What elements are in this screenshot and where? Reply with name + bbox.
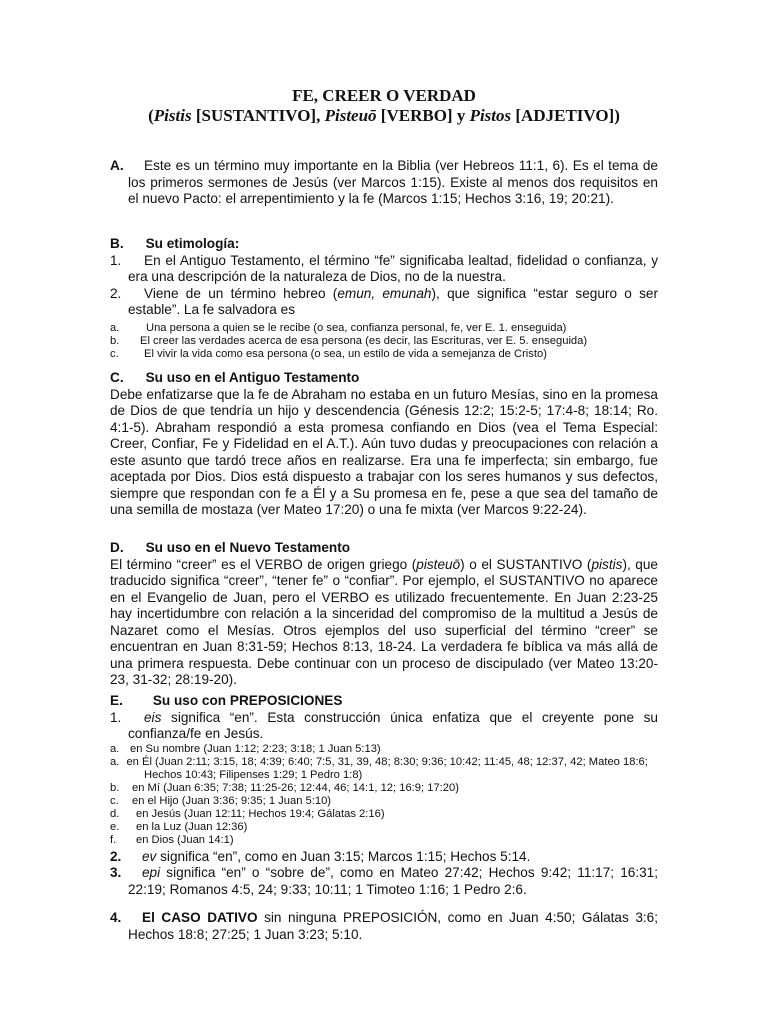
section-a-marker: A. — [110, 158, 124, 173]
section-a-paragraph — [110, 158, 658, 208]
section-c — [110, 370, 658, 519]
section-e-list — [110, 743, 658, 847]
list-item: f. en Dios (Juan 14:1) — [110, 833, 234, 846]
section-b-heading: B. Su etimología: — [110, 236, 240, 251]
section-e — [110, 693, 658, 943]
list-item: b. El creer las verdades acerca de esa persona (es decir, las Escrituras, ver E. 5. enseguida) — [110, 334, 588, 347]
section-a-text: Este es un término muy importante en la Biblia (ver Hebreos 11:1, 6). Es el tema de los primeros sermones de Jesús (ver Marcos 1:15). Existe al menos dos requisitos en el nuevo Pacto: el arrepentimiento y la fe (Marcos 1:15; Hechos 3:16, 19; 20:21). — [128, 158, 658, 206]
section-e-point-3: 3. epi significa “en” o “sobre de”, como en Mateo 27:42; Hechos 9:42; 11:17; 16:31; 22:19; Romanos 4:5, 24; 9:33; 10:11; 1 Timoteo 1:16; 1 Pedro 2:6. — [110, 865, 658, 897]
list-item: b. en Mí (Juan 6:35; 7:38; 11:25-26; 12:44, 46; 14:1, 12; 16:9; 17:20) — [110, 781, 459, 794]
section-c-heading: C. Su uso en el Antiguo Testamento — [110, 370, 360, 385]
list-item: e. en la Luz (Juan 12:36) — [110, 820, 248, 833]
section-b-list — [110, 322, 658, 361]
section-b-point-2: 2. Viene de un término hebreo (emun, emunah), que significa “estar seguro o ser estable”. La fe salvadora es — [110, 285, 658, 317]
section-b-point-1: 1. En el Antiguo Testamento, el término “fe” significaba lealtad, fidelidad o confianza, y era una descripción de la naturaleza de Dios, no de la nuestra. — [110, 252, 658, 284]
section-e-point-2: 2. ev significa “en”, como en Juan 3:15; Marcos 1:15; Hechos 5:14. — [110, 848, 531, 864]
document-title: FE, CREER O VERDAD — [292, 86, 476, 105]
section-c-text: Debe enfatizarse que la fe de Abraham no estaba en un futuro Mesías, sino en la promesa de Dios de que tendría un hijo y descendencia (Génesis 12:2; 15:2-5; 17:4-8; 18:14; Ro. 4:1-5). Abraham respondió a esta promesa confiando en Dios (vea el Tema Especial: Creer, Confiar, Fe y Fidelidad en el A.T.). Aún tuvo dudas y preocupaciones con relación a este asunto que tardó trece años en realizarse. Era una fe imperfecta; sin embargo, fue aceptada por Dios. Dios está dispuesto a trabajar con los seres humanos y sus defectos, siempre que respondan con fe a Él y a Su promesa en fe, pese a que sea del tamaño de una semilla de mostaza (ver Mateo 17:20) o una fe mixta (ver Marcos 9:22-24). — [110, 386, 658, 517]
section-a — [110, 158, 658, 208]
section-d-text: El término “creer” es el VERBO de origen griego (pisteuō) o el SUSTANTIVO (pistis), que traducido significa “creer”, “tener fe” o “confiar”. Por ejemplo, el SUSTANTIVO no aparece en el Evangelio de Juan, pero el VERBO es utilizado frecuentemente. En Juan 2:23-25 hay incertidumbre con relación a la sinceridad del compromiso de la multitud a Jesús de Nazaret como el Mesías. Otros ejemplos del uso superficial del término “creer” se encuentran en Juan 8:31-59; Hechos 8:13, 18-24. La verdadera fe bíblica va más allá de una primera respuesta. Debe continuar con un proceso de discipulado (ver Mateo 13:20-23, 31-32; 28:19-20). — [110, 556, 658, 687]
document-subtitle: (Pistis [SUSTANTIVO], Pisteuō [VERBO] y Pistos [ADJETIVO]) — [148, 106, 620, 125]
section-b — [110, 236, 658, 361]
section-d — [110, 540, 658, 689]
list-item: a. en Él (Juan 2:11; 3:15, 18; 4:39; 6:40; 7:5, 31, 39, 48; 8:30; 9:36; 10:42; 11:45, 48; 12:37, 42; Mateo 18:6; Hechos 10:43; Filipenses 1:29; 1 Pedro 1:8) — [110, 755, 648, 781]
list-item: a. Una persona a quien se le recibe (o sea, confianza personal, fe, ver E. 1. enseguida) — [110, 321, 567, 334]
section-e-heading: E. Su uso con PREPOSICIONES — [110, 693, 343, 708]
list-item: c. El vivir la vida como esa persona (o sea, un estilo de vida a semejanza de Cristo) — [110, 347, 547, 360]
list-item: a. en Su nombre (Juan 1:12; 2:23; 3:18; 1 Juan 5:13) — [110, 742, 381, 755]
list-item: c. en el Hijo (Juan 3:36; 9:35; 1 Juan 5:10) — [110, 794, 332, 807]
section-e-point-1: 1. eis significa “en”. Esta construcción única enfatiza que el creyente pone su confianza/fe en Jesús. — [110, 709, 658, 741]
list-item: d. en Jesús (Juan 12:11; Hechos 19:4; Gálatas 2:16) — [110, 807, 385, 820]
section-e-point-4: 4. El CASO DATIVO sin ninguna PREPOSICIÓN, como en Juan 4:50; Gálatas 3:6; Hechos 18:8; 27:25; 1 Juan 3:23; 5:10. — [110, 910, 658, 942]
section-d-heading: D. Su uso en el Nuevo Testamento — [110, 540, 351, 555]
